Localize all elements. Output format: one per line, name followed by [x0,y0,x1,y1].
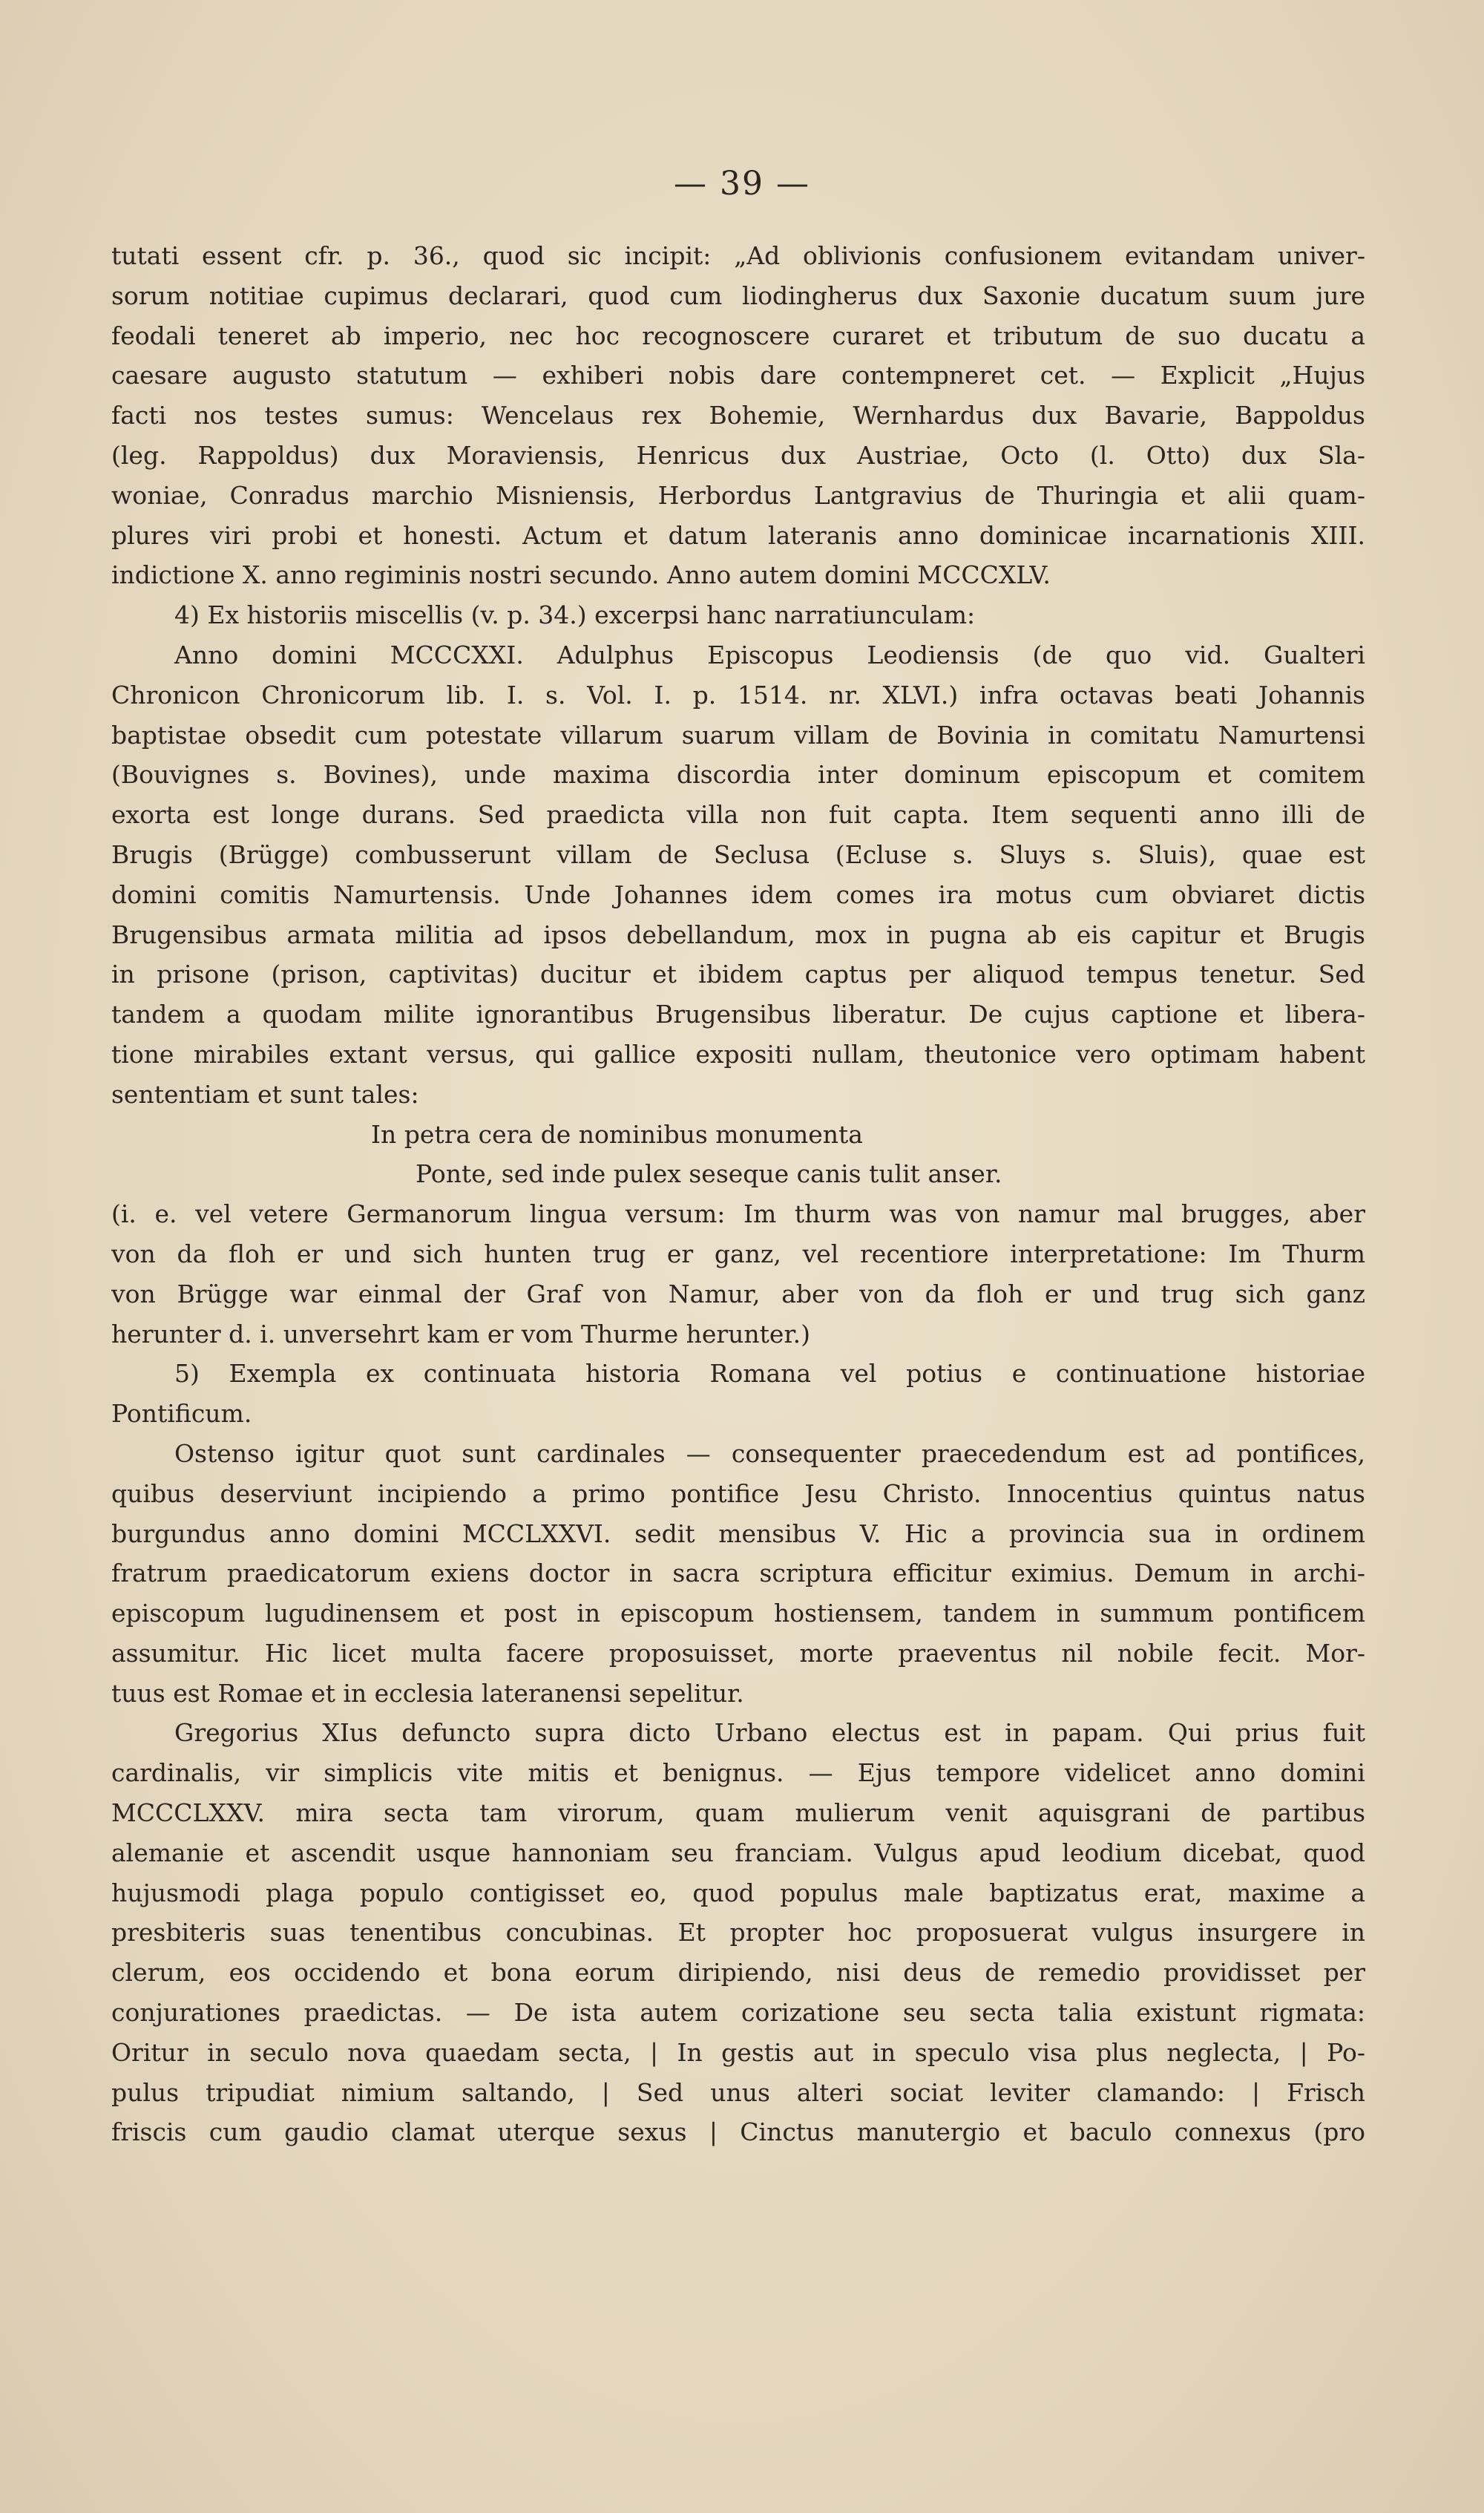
text-line: (i. e. vel vetere Germanorum lingua versum: Im thurm was von namur mal brugges, aber [111,1199,1365,1229]
verse-line: In petra cera de nominibus monumenta [371,1119,863,1149]
text-line: tandem a quodam milite ignorantibus Brugensibus liberatur. De cujus captione et libera- [111,1000,1365,1029]
text-line: von Brügge war einmal der Graf von Namur, aber von da floh er und trug sich ganz [111,1279,1365,1308]
text-line: sententiam et sunt tales: [111,1079,419,1109]
text-line: pulus tripudiat nimium saltando, | Sed unus alteri sociat leviter clamando: | Frisch [111,2077,1365,2107]
text-line: Gregorius XIus defuncto supra dicto Urbano electus est in papam. Qui prius fuit [174,1718,1365,1748]
text-line: von da floh er und sich hunten trug er ganz, vel recentiore interpretatione: Im Thurm [111,1239,1365,1268]
text-line: indictione X. anno regiminis nostri secundo. Anno autem domini MCCCXLV. [111,560,1051,590]
text-line: Oritur in seculo nova quaedam secta, | In gestis aut in speculo visa plus neglecta, | Po- [111,2037,1365,2067]
text-line: MCCCLXXV. mira secta tam virorum, quam mulierum venit aquisgrani de partibus [111,1798,1365,1828]
text-line: tione mirabiles extant versus, qui gallice expositi nullam, theutonice vero optimam habent [111,1039,1365,1069]
text-line: woniae, Conradus marchio Misniensis, Herbordus Lantgravius de Thuringia et alii quam- [111,480,1365,510]
text-line: Anno domini MCCCXXI. Adulphus Episcopus Leodiensis (de quo vid. Gualteri [174,640,1365,669]
text-line: facti nos testes sumus: Wencelaus rex Bohemie, Wernhardus dux Bavarie, Bappoldus [111,401,1365,430]
text-line: herunter d. i. unversehrt kam er vom Thurme herunter.) [111,1319,810,1349]
page-number: — 39 — [674,165,810,203]
text-line: in prisone (prison, captivitas) ducitur et ibidem captus per aliquod tempus tenetur. Sed [111,960,1365,989]
text-line: clerum, eos occidendo et bona eorum diripiendo, nisi deus de remedio providisset per [111,1958,1365,1988]
text-line: plures viri probi et honesti. Actum et datum lateranis anno dominicae incarnationis XIII. [111,520,1365,550]
text-line: alemanie et ascendit usque hannoniam seu franciam. Vulgus apud leodium dicebat, quod [111,1838,1365,1867]
text-line: Ostenso igitur quot sunt cardinales — consequenter praecedendum est ad pontifices, [174,1438,1365,1468]
section-heading-4: 4) Ex historiis miscellis (v. p. 34.) excerpsi hanc narratiunculam: [174,600,976,630]
text-line: assumitur. Hic licet multa facere proposuisset, morte praeventus nil nobile fecit. Mor- [111,1638,1365,1668]
text-line: (leg. Rappoldus) dux Moraviensis, Henricus dux Austriae, Octo (l. Otto) dux Sla- [111,440,1365,470]
text-line: Chronicon Chronicorum lib. I. s. Vol. I. p. 1514. nr. XLVI.) infra octavas beati Johannis [111,680,1365,710]
text-line: burgundus anno domini MCCLXXVI. sedit mensibus V. Hic a provincia sua in ordinem [111,1518,1365,1548]
text-line: baptistae obsedit cum potestate villarum suarum villam de Bovinia in comitatu Namurtensi [111,720,1365,750]
text-line: quibus deserviunt incipiendo a primo pontifice Jesu Christo. Innocentius quintus natus [111,1478,1365,1508]
text-line: cardinalis, vir simplicis vite mitis et benignus. — Ejus tempore videlicet anno domini [111,1758,1365,1788]
body-text [111,236,1365,2152]
text-line: sorum notitiae cupimus declarari, quod cum liodingherus dux Saxonie ducatum suum jure [111,281,1365,310]
text-line: tutati essent cfr. p. 36., quod sic incipit: „Ad oblivionis confusionem evitandam univer- [111,241,1365,270]
section-heading-5: 5) Exempla ex continuata historia Romana vel potius e continuatione historiae [174,1359,1365,1389]
text-line: caesare augusto statutum — exhiberi nobis dare contempneret cet. — Explicit „Hujus [111,361,1365,390]
text-line: exorta est longe durans. Sed praedicta villa non fuit capta. Item sequenti anno illi de [111,800,1365,830]
text-line: domini comitis Namurtensis. Unde Johannes idem comes ira motus cum obviaret dictis [111,879,1365,909]
text-line: tuus est Romae et in ecclesia lateranensi sepelitur. [111,1678,744,1708]
verse-line: Ponte, sed inde pulex seseque canis tulit anser. [416,1159,1002,1189]
text-line: presbiteris suas tenentibus concubinas. Et propter hoc proposuerat vulgus insurgere in [111,1918,1365,1947]
text-line: feodali teneret ab imperio, nec hoc recognoscere curaret et tributum de suo ducatu a [111,321,1365,350]
text-line: conjurationes praedictas. — De ista autem corizatione seu secta talia existunt rigmata: [111,1998,1365,2028]
text-line: friscis cum gaudio clamat uterque sexus | Cinctus manutergio et baculo connexus (pro [111,2117,1365,2147]
text-line: (Bouvignes s. Bovines), unde maxima discordia inter dominum episcopum et comitem [111,760,1365,790]
text-line: hujusmodi plaga populo contigisset eo, quod populus male baptizatus erat, maxime a [111,1878,1365,1907]
text-line: Pontificum. [111,1399,252,1429]
text-line: Brugensibus armata militia ad ipsos debellandum, mox in pugna ab eis capitur et Brugis [111,920,1365,949]
text-line: fratrum praedicatorum exiens doctor in sacra scriptura efficitur eximius. Demum in archi- [111,1559,1365,1588]
text-line: episcopum lugudinensem et post in episcopum hostiensem, tandem in summum pontificem [111,1599,1365,1628]
text-line: Brugis (Brügge) combusserunt villam de Seclusa (Ecluse s. Sluys s. Sluis), quae est [111,839,1365,869]
